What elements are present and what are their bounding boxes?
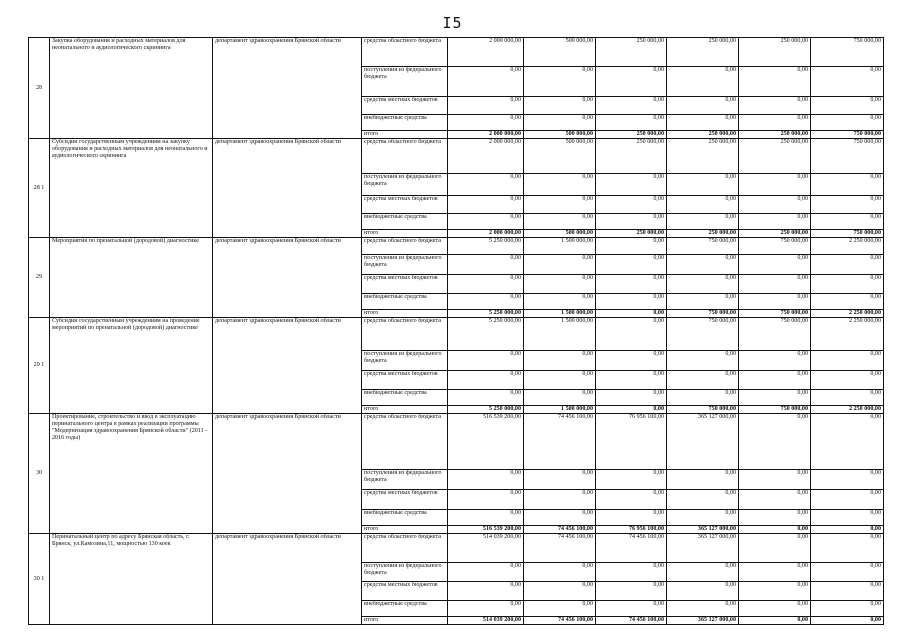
amount-cell: 250 000,00	[596, 139, 667, 174]
amount-cell: 0,00	[596, 490, 667, 510]
amount-cell: 0,00	[811, 617, 884, 625]
measure-name: Субсидии государственным учреждениям на проведение мероприятий по пренатальной (дородовой) диагностике	[50, 318, 213, 414]
funding-source: средства областного бюджета	[362, 139, 448, 174]
funding-source: итого	[362, 526, 448, 534]
amount-cell: 74 456 100,00	[524, 534, 596, 563]
amount-cell: 0,00	[667, 255, 739, 275]
amount-cell: 0,00	[667, 601, 739, 617]
amount-cell: 0,00	[811, 255, 884, 275]
amount-cell: 0,00	[524, 174, 596, 196]
amount-cell: 750 000,00	[811, 230, 884, 238]
amount-cell: 2 000 000,00	[448, 139, 524, 174]
amount-cell: 0,00	[739, 174, 811, 196]
amount-cell: 0,00	[811, 601, 884, 617]
amount-cell: 750 000,00	[811, 131, 884, 139]
amount-cell: 0,00	[448, 371, 524, 390]
funding-source: поступления из федерального бюджета	[362, 255, 448, 275]
amount-cell: 0,00	[448, 601, 524, 617]
amount-cell: 0,00	[667, 67, 739, 97]
row-number: 28 1	[29, 139, 50, 238]
amount-cell: 0,00	[739, 534, 811, 563]
funding-source: средства областного бюджета	[362, 238, 448, 255]
amount-cell: 0,00	[739, 414, 811, 470]
executor-name: департамент здравоохранения Брянской области	[213, 318, 362, 414]
funding-source: внебюджетные средства	[362, 214, 448, 230]
amount-cell: 250 000,00	[739, 230, 811, 238]
amount-cell: 250 000,00	[596, 131, 667, 139]
amount-cell: 0,00	[811, 371, 884, 390]
amount-cell: 0,00	[667, 214, 739, 230]
amount-cell: 2 000 000,00	[448, 131, 524, 139]
amount-cell: 74 456 100,00	[524, 526, 596, 534]
amount-cell: 750 000,00	[739, 318, 811, 351]
measure-name: Проектирование, строительство и ввод в эксплуатацию перинатального центра в рамках реализации программы "Модернизация здравоохранения Брянской области" (2011 - 2016 годы)	[50, 414, 213, 534]
amount-cell: 0,00	[667, 97, 739, 115]
amount-cell: 0,00	[596, 238, 667, 255]
funding-source: средства местных бюджетов	[362, 196, 448, 214]
amount-cell: 0,00	[739, 67, 811, 97]
table-body	[29, 38, 884, 625]
amount-cell: 250 000,00	[739, 38, 811, 67]
row-number: 30 1	[29, 534, 50, 625]
amount-cell: 0,00	[739, 510, 811, 526]
amount-cell: 0,00	[667, 351, 739, 371]
funding-source: средства областного бюджета	[362, 534, 448, 563]
amount-cell: 0,00	[811, 470, 884, 490]
amount-cell: 74 456 100,00	[596, 617, 667, 625]
amount-cell: 365 127 000,00	[667, 534, 739, 563]
amount-cell: 5 250 000,00	[448, 318, 524, 351]
funding-source: поступления из федерального бюджета	[362, 174, 448, 196]
row-number: 29	[29, 238, 50, 318]
amount-cell: 0,00	[596, 318, 667, 351]
table-row-regional-budget	[29, 414, 884, 470]
measure-name: Субсидии государственным учреждениям на закупку оборудования и расходных материалов для неонатального и аудиологического скрининга	[50, 139, 213, 238]
amount-cell: 0,00	[739, 255, 811, 275]
amount-cell: 250 000,00	[739, 139, 811, 174]
amount-cell: 0,00	[667, 390, 739, 406]
amount-cell: 0,00	[596, 294, 667, 310]
row-number: 29 1	[29, 318, 50, 414]
funding-source: внебюджетные средства	[362, 601, 448, 617]
amount-cell: 750 000,00	[811, 139, 884, 174]
amount-cell: 0,00	[811, 97, 884, 115]
executor-name: департамент здравоохранения Брянской области	[213, 139, 362, 238]
amount-cell: 0,00	[739, 275, 811, 294]
amount-cell: 0,00	[524, 490, 596, 510]
amount-cell: 0,00	[667, 371, 739, 390]
amount-cell: 2 000 000,00	[448, 38, 524, 67]
amount-cell: 0,00	[448, 275, 524, 294]
funding-source: средства местных бюджетов	[362, 490, 448, 510]
measure-name: Закупка оборудования и расходных материалов для неонатального и аудиологического скрининга	[50, 38, 213, 139]
amount-cell: 0,00	[739, 351, 811, 371]
amount-cell: 0,00	[811, 351, 884, 371]
amount-cell: 0,00	[448, 196, 524, 214]
amount-cell: 76 956 100,00	[596, 414, 667, 470]
amount-cell: 0,00	[667, 115, 739, 131]
amount-cell: 0,00	[667, 275, 739, 294]
budget-table	[28, 37, 884, 625]
amount-cell: 0,00	[596, 174, 667, 196]
executor-name: департамент здравоохранения Брянской области	[213, 238, 362, 318]
amount-cell: 0,00	[524, 115, 596, 131]
amount-cell: 0,00	[596, 275, 667, 294]
funding-source: внебюджетные средства	[362, 115, 448, 131]
funding-source: средства областного бюджета	[362, 414, 448, 470]
amount-cell: 5 250 000,00	[448, 238, 524, 255]
amount-cell: 0,00	[596, 196, 667, 214]
amount-cell: 0,00	[448, 294, 524, 310]
amount-cell: 0,00	[596, 563, 667, 582]
funding-source: итого	[362, 230, 448, 238]
amount-cell: 750 000,00	[739, 406, 811, 414]
amount-cell: 0,00	[811, 214, 884, 230]
amount-cell: 500 000,00	[524, 131, 596, 139]
amount-cell: 0,00	[596, 351, 667, 371]
amount-cell: 0,00	[739, 601, 811, 617]
amount-cell: 250 000,00	[667, 38, 739, 67]
amount-cell: 0,00	[596, 115, 667, 131]
amount-cell: 0,00	[524, 275, 596, 294]
amount-cell: 365 127 000,00	[667, 526, 739, 534]
amount-cell: 0,00	[739, 196, 811, 214]
amount-cell: 0,00	[811, 67, 884, 97]
amount-cell: 0,00	[667, 470, 739, 490]
amount-cell: 0,00	[667, 196, 739, 214]
amount-cell: 0,00	[811, 582, 884, 601]
amount-cell: 250 000,00	[667, 131, 739, 139]
amount-cell: 500 000,00	[524, 139, 596, 174]
funding-source: итого	[362, 406, 448, 414]
amount-cell: 5 250 000,00	[448, 406, 524, 414]
amount-cell: 74 456 100,00	[596, 534, 667, 563]
measure-name: Перинатальный центр по адресу Брянская область, г. Брянск, ул.Камозина,11, мощностью 130 коек	[50, 534, 213, 625]
amount-cell: 0,00	[524, 67, 596, 97]
executor-name: департамент здравоохранения Брянской области	[213, 414, 362, 534]
amount-cell: 750 000,00	[739, 310, 811, 318]
funding-source: поступления из федерального бюджета	[362, 563, 448, 582]
amount-cell: 0,00	[811, 414, 884, 470]
measure-name: Мероприятия по пренатальной (дородовой) диагностике	[50, 238, 213, 318]
funding-source: средства областного бюджета	[362, 38, 448, 67]
table-row-regional-budget	[29, 238, 884, 255]
amount-cell: 0,00	[739, 214, 811, 230]
amount-cell: 750 000,00	[667, 310, 739, 318]
amount-cell: 0,00	[811, 275, 884, 294]
amount-cell: 0,00	[739, 526, 811, 534]
amount-cell: 514 039 200,00	[448, 534, 524, 563]
amount-cell: 750 000,00	[811, 38, 884, 67]
amount-cell: 750 000,00	[667, 318, 739, 351]
amount-cell: 0,00	[596, 470, 667, 490]
funding-source: поступления из федерального бюджета	[362, 67, 448, 97]
amount-cell: 0,00	[739, 582, 811, 601]
amount-cell: 0,00	[448, 115, 524, 131]
amount-cell: 365 127 000,00	[667, 617, 739, 625]
table-row-regional-budget	[29, 38, 884, 67]
amount-cell: 0,00	[739, 115, 811, 131]
amount-cell: 0,00	[448, 582, 524, 601]
amount-cell: 0,00	[811, 490, 884, 510]
amount-cell: 0,00	[448, 255, 524, 275]
funding-source: внебюджетные средства	[362, 294, 448, 310]
amount-cell: 250 000,00	[667, 139, 739, 174]
funding-source: итого	[362, 310, 448, 318]
amount-cell: 0,00	[596, 601, 667, 617]
amount-cell: 0,00	[739, 617, 811, 625]
amount-cell: 500 000,00	[524, 230, 596, 238]
amount-cell: 0,00	[667, 490, 739, 510]
amount-cell: 250 000,00	[596, 230, 667, 238]
amount-cell: 2 000 000,00	[448, 230, 524, 238]
amount-cell: 2 250 000,00	[811, 238, 884, 255]
amount-cell: 750 000,00	[667, 238, 739, 255]
amount-cell: 2 250 000,00	[811, 318, 884, 351]
funding-source: средства местных бюджетов	[362, 582, 448, 601]
amount-cell: 0,00	[524, 510, 596, 526]
row-number: 30	[29, 414, 50, 534]
amount-cell: 1 500 000,00	[524, 318, 596, 351]
amount-cell: 0,00	[524, 294, 596, 310]
amount-cell: 0,00	[524, 563, 596, 582]
amount-cell: 0,00	[448, 97, 524, 115]
amount-cell: 0,00	[596, 97, 667, 115]
amount-cell: 0,00	[811, 174, 884, 196]
amount-cell: 0,00	[524, 214, 596, 230]
amount-cell: 0,00	[524, 582, 596, 601]
funding-source: внебюджетные средства	[362, 510, 448, 526]
amount-cell: 1 500 000,00	[524, 310, 596, 318]
executor-name: департамент здравоохранения Брянской области	[213, 534, 362, 625]
funding-source: средства областного бюджета	[362, 318, 448, 351]
amount-cell: 2 250 000,00	[811, 406, 884, 414]
amount-cell: 0,00	[524, 601, 596, 617]
amount-cell: 500 000,00	[524, 38, 596, 67]
amount-cell: 514 039 200,00	[448, 617, 524, 625]
amount-cell: 0,00	[448, 174, 524, 196]
amount-cell: 0,00	[524, 390, 596, 406]
table-row-regional-budget	[29, 139, 884, 174]
amount-cell: 2 250 000,00	[811, 310, 884, 318]
amount-cell: 0,00	[448, 490, 524, 510]
amount-cell: 0,00	[811, 294, 884, 310]
amount-cell: 0,00	[448, 67, 524, 97]
amount-cell: 0,00	[739, 294, 811, 310]
amount-cell: 0,00	[524, 196, 596, 214]
amount-cell: 365 127 000,00	[667, 414, 739, 470]
amount-cell: 0,00	[596, 582, 667, 601]
amount-cell: 750 000,00	[739, 238, 811, 255]
amount-cell: 0,00	[811, 510, 884, 526]
amount-cell: 0,00	[667, 563, 739, 582]
amount-cell: 0,00	[739, 490, 811, 510]
amount-cell: 0,00	[811, 563, 884, 582]
amount-cell: 0,00	[739, 371, 811, 390]
amount-cell: 0,00	[811, 196, 884, 214]
amount-cell: 0,00	[596, 406, 667, 414]
table-row-regional-budget	[29, 534, 884, 563]
funding-source: итого	[362, 131, 448, 139]
amount-cell: 0,00	[448, 351, 524, 371]
amount-cell: 516 539 200,00	[448, 526, 524, 534]
amount-cell: 0,00	[596, 214, 667, 230]
amount-cell: 0,00	[739, 470, 811, 490]
amount-cell: 0,00	[811, 115, 884, 131]
funding-source: средства местных бюджетов	[362, 97, 448, 115]
funding-source: средства местных бюджетов	[362, 371, 448, 390]
funding-source: поступления из федерального бюджета	[362, 351, 448, 371]
amount-cell: 74 456 100,00	[524, 617, 596, 625]
amount-cell: 0,00	[596, 255, 667, 275]
amount-cell: 0,00	[667, 174, 739, 196]
amount-cell: 5 250 000,00	[448, 310, 524, 318]
amount-cell: 0,00	[524, 371, 596, 390]
amount-cell: 0,00	[596, 510, 667, 526]
amount-cell: 516 539 200,00	[448, 414, 524, 470]
amount-cell: 0,00	[667, 510, 739, 526]
amount-cell: 0,00	[524, 351, 596, 371]
amount-cell: 250 000,00	[596, 38, 667, 67]
amount-cell: 0,00	[739, 390, 811, 406]
row-number: 28	[29, 38, 50, 139]
amount-cell: 250 000,00	[739, 131, 811, 139]
amount-cell: 0,00	[596, 371, 667, 390]
amount-cell: 74 456 100,00	[524, 414, 596, 470]
amount-cell: 0,00	[739, 97, 811, 115]
amount-cell: 0,00	[524, 255, 596, 275]
amount-cell: 0,00	[524, 470, 596, 490]
amount-cell: 0,00	[811, 534, 884, 563]
amount-cell: 0,00	[448, 563, 524, 582]
executor-name: департамент здравоохранения Брянской области	[213, 38, 362, 139]
amount-cell: 0,00	[811, 526, 884, 534]
amount-cell: 0,00	[596, 310, 667, 318]
amount-cell: 0,00	[739, 563, 811, 582]
amount-cell: 0,00	[667, 582, 739, 601]
amount-cell: 0,00	[596, 67, 667, 97]
amount-cell: 1 500 000,00	[524, 238, 596, 255]
amount-cell: 0,00	[524, 97, 596, 115]
amount-cell: 250 000,00	[667, 230, 739, 238]
amount-cell: 1 500 000,00	[524, 406, 596, 414]
amount-cell: 0,00	[811, 390, 884, 406]
amount-cell: 0,00	[667, 294, 739, 310]
page-number: I5	[442, 14, 463, 32]
table-row-regional-budget	[29, 318, 884, 351]
amount-cell: 0,00	[596, 390, 667, 406]
funding-source: средства местных бюджетов	[362, 275, 448, 294]
amount-cell: 0,00	[448, 214, 524, 230]
funding-source: поступления из федерального бюджета	[362, 470, 448, 490]
funding-source: внебюджетные средства	[362, 390, 448, 406]
funding-source: итого	[362, 617, 448, 625]
amount-cell: 750 000,00	[667, 406, 739, 414]
amount-cell: 76 956 100,00	[596, 526, 667, 534]
amount-cell: 0,00	[448, 390, 524, 406]
amount-cell: 0,00	[448, 510, 524, 526]
amount-cell: 0,00	[448, 470, 524, 490]
